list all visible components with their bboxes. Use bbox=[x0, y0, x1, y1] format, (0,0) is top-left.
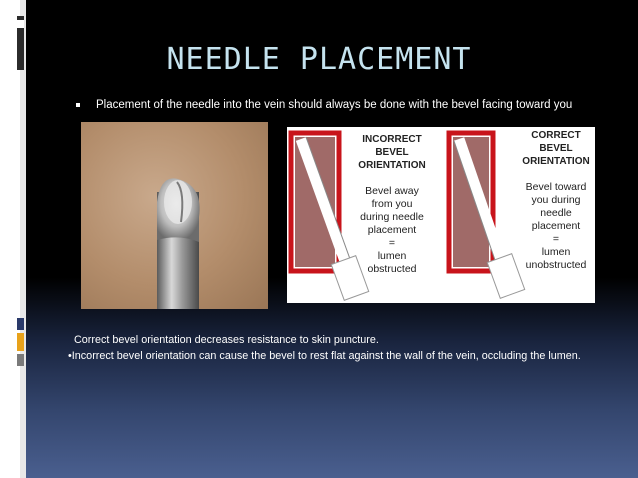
needle-photo-icon bbox=[81, 122, 268, 309]
accent-bar-gray bbox=[17, 354, 24, 366]
bullet-marker bbox=[76, 103, 80, 107]
footer-line-1: Correct bevel orientation decreases resistance to skin puncture. bbox=[74, 334, 379, 346]
footer-line-2: •Incorrect bevel orientation can cause the bevel to rest flat against the wall of the vein, occluding the lumen. bbox=[68, 350, 581, 362]
bullet-text: Placement of the needle into the vein should always be done with the bevel facing toward you bbox=[96, 99, 573, 111]
accent-bar-navy bbox=[17, 318, 24, 330]
footer-notes bbox=[68, 332, 600, 364]
bevel-orientation-diagram bbox=[287, 127, 595, 303]
correct-description: Bevel toward you during needle placement = lumen unobstructed bbox=[525, 181, 587, 271]
accent-bar-orange bbox=[17, 333, 24, 351]
bullet-item bbox=[76, 99, 572, 111]
slide-title: NEEDLE PLACEMENT bbox=[166, 42, 472, 77]
accent-bar-top-highlight bbox=[17, 20, 24, 28]
incorrect-description: Bevel away from you during needle placement = lumen obstructed bbox=[360, 185, 424, 275]
correct-heading: CORRECT BEVEL ORIENTATION bbox=[522, 130, 590, 167]
incorrect-heading: INCORRECT BEVEL ORIENTATION bbox=[358, 134, 426, 171]
needle-photo bbox=[81, 122, 268, 309]
